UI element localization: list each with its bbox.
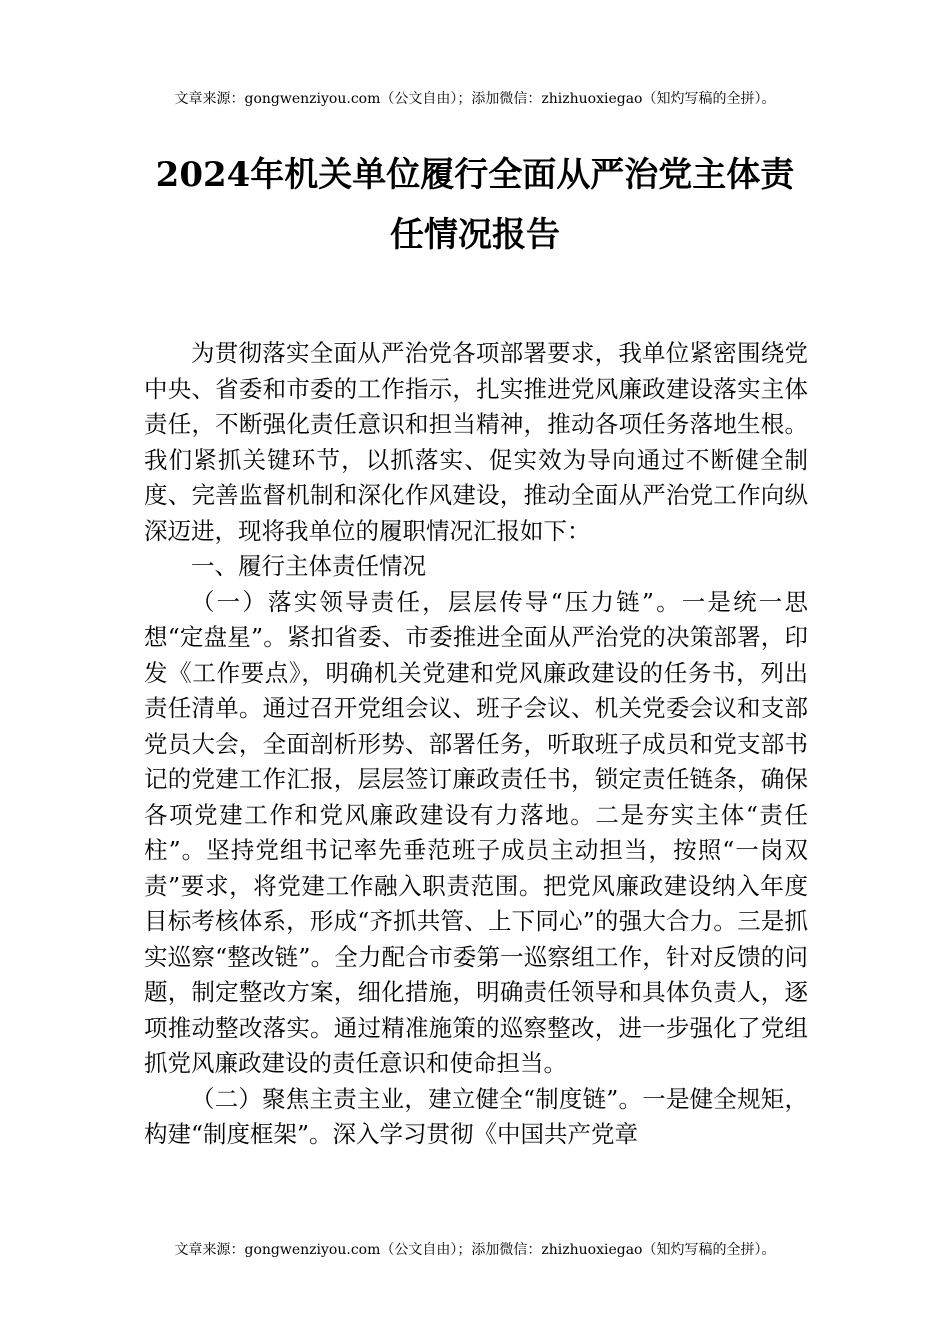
page-footer-source: 文章来源：gongwenziyou.com（公文自由）；添加微信：zhizhuoxiegao（知灼写稿的全拼）。 [174,1242,776,1258]
page-header-source: 文章来源：gongwenziyou.com（公文自由）；添加微信：zhizhuoxiegao（知灼写稿的全拼）。 [174,91,776,107]
body-paragraph-2: （二）聚焦主责主业，建立健全“制度链”。一是健全规矩，构建“制度框架”。深入学习贯彻《中国共产党章 [144,1084,808,1148]
intro-paragraph: 为贯彻落实全面从严治党各项部署要求，我单位紧密围绕党中央、省委和市委的工作指示，扎实推进党风廉政建设落实主体责任，不断强化责任意识和担当精神，推动各项任务落地生根。我们紧抓关键环节，以抓落实、促实效为导向通过不断健全制度、完善监督机制和深化作风建设，推动全面从严治党工作向纵深迈进，现将我单位的履职情况汇报如下： [144,339,808,545]
document-body [144,336,808,1153]
document-title [130,145,820,265]
title-line-1: 2024年机关单位履行全面从严治党主体责 [155,155,795,195]
section-heading-1: 一、履行主体责任情况 [191,552,426,580]
title-line-2: 任情况报告 [390,215,560,255]
body-paragraph-1: （一）落实领导责任，层层传导“压力链”。一是统一思想“定盘星”。紧扣省委、市委推进全面从严治党的决策部署，印发《工作要点》，明确机关党建和党风廉政建设的任务书，列出责任清单。通过召开党组会议、班子会议、机关党委会议和支部党员大会，全面剖析形势、部署任务，听取班子成员和党支部书记的党建工作汇报，层层签订廉政责任书，锁定责任链条，确保各项党建工作和党风廉政建设有力落地。二是夯实主体“责任柱”。坚持党组书记率先垂范班子成员主动担当，按照“一岗双责”要求，将党建工作融入职责范围。把党风廉政建设纳入年度目标考核体系，形成“齐抓共管、上下同心”的强大合力。三是抓实巡察“整改链”。全力配合市委第一巡察组工作，针对反馈的问题，制定整改方案，细化措施，明确责任领导和具体负责人，逐项推动整改落实。通过精准施策的巡察整改，进一步强化了党组抓党风廉政建设的责任意识和使命担当。 [144,587,808,1077]
